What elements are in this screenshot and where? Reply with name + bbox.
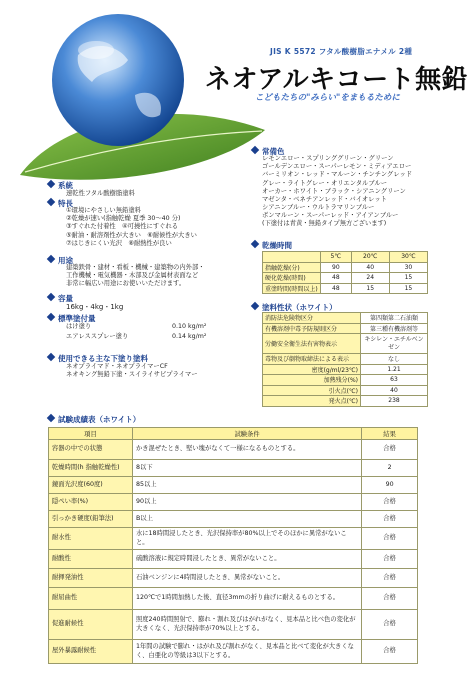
table-cell: 硬化乾燥(時間) [263,273,321,284]
table-row [49,440,418,460]
drying-table [262,251,428,294]
table-cell: 90 [362,477,418,494]
capacity-text: 16kg・4kg・1kg [66,303,124,311]
table-cell: 40 [351,262,389,273]
table-cell: 合格 [362,440,418,460]
table-cell: 促進耐候性 [49,610,133,640]
table-cell: 120℃で1時間加熱した後、直径3mmの折り曲げに耐えるものとする。 [132,588,361,610]
product-subtitle: こどもたちの"みらい"をまもるために [255,93,400,103]
amount-row-spray: エアレススプレー塗り [66,333,129,340]
table-cell: 合格 [362,588,418,610]
table-cell: 1年間の試験で膨れ・はがれ及び割れがなく、見本品と比べて変化が大きくなく、白亜化の等級は3以下とする。 [132,640,361,664]
table-cell: 照度240時間照射で、膨れ・割れ及びはがれがなく、見本品と比べ色の変化が大きくなく、光沢保持率が70%以上とする。 [132,610,361,640]
table-cell: 指触乾燥(分) [263,262,321,273]
table-cell: 合格 [362,640,418,664]
section-features: 特長 [48,198,73,209]
table-cell: 合格 [362,569,418,588]
section-amount: 標準塗付量 [48,313,96,324]
table-cell: 屋外暴露耐候性 [49,640,133,664]
table-cell: キシレン・エチルベンゼン [361,334,428,354]
use-text: 建築鉄骨・建材・看板・機械・建築物の内外部・ 工作機械・電気機器・木部及び金属材表面など 非常に幅広い用途にお使いいただけます。 [66,264,205,288]
section-use: 用途 [48,255,73,266]
table-cell: 引火点(℃) [263,385,361,396]
table-row [263,364,428,375]
table-row [49,550,418,569]
table-cell: 合格 [362,550,418,569]
table-row [49,460,418,477]
primer-text: ネオプライマド・ネオプライマーCF ネオキング無鉛下塗・スイライサビプライマー [66,363,198,379]
table-header-row [49,428,418,440]
features-text: ①環境にやさしい無鉛塗料 ②乾燥が速い(指触乾燥 夏季 30～40 分) ③すぐれた付着性 ④可撓性にすぐれる ⑤耐油・耐溶剤性が大きい ⑥耐候性が大きい ⑦はじきにくい光沢 ⑧耐熱性が良い [66,207,197,247]
table-row [263,375,428,386]
kind-text: 速乾性フタル酸樹脂塗料 [66,190,135,197]
table-cell: 90 [321,262,352,273]
table-cell: 48 [321,273,352,284]
table-row [263,354,428,365]
diamond-icon [251,146,259,154]
table-cell: 8以下 [132,460,361,477]
table-cell: 90以上 [132,494,361,511]
amount-row-brush: はけ塗り [66,323,92,330]
table-row [49,494,418,511]
table-row [263,396,428,407]
table-cell: 労働安全衛生法有害物表示 [263,334,361,354]
jis-standard: JIS K 5572 フタル酸樹脂エナメル 2種 [270,47,413,56]
table-row [263,262,428,273]
table-cell: 隠ぺい率(%) [49,494,133,511]
table-cell: 15 [389,283,427,294]
table-cell: 有機溶剤中毒予防規則区分 [263,323,361,334]
table-cell: 硫酸溶液に規定時間浸したとき、異常がないこと。 [132,550,361,569]
section-drying: 乾燥時間 [252,240,292,251]
table-cell: 1.21 [361,364,428,375]
table-cell: 48 [321,283,352,294]
table-cell: 耐酸性 [49,550,133,569]
table-cell: 30 [389,262,427,273]
diamond-icon [251,240,259,248]
diamond-icon [47,313,55,321]
table-cell: 238 [361,396,428,407]
table-header: 5℃ [321,252,352,263]
table-cell: 耐屈曲性 [49,588,133,610]
amount-value-brush: 0.10 kg/m² [172,323,207,330]
table-cell: 合格 [362,528,418,550]
table-cell: B以上 [132,511,361,528]
table-row [49,511,418,528]
table-cell: 発火点(℃) [263,396,361,407]
colors-text: レモンエロー・スプリンググリーン・グリーン ゴールデンエロー・スーパーレモン・ミディアエロー バーミリオン・レッド・マルーン・チンチングレッド グレー・ライトグレー・オリエンタルブルー オーカー・ホワイト・ブラック・シアニングリーン マゼンタ・ベネチアンレッド・バイオレット シアニンブルー・ウルトラマリンブルー ボンマルーン・スーパーレッド・アイアンブルー (下塗付は青黄・無鉛タイプ無方ございます) [262,155,413,228]
table-row [49,528,418,550]
table-cell: 40 [361,385,428,396]
table-cell: 耐水性 [49,528,133,550]
table-cell: 石油ベンジンに4時間浸したとき、異常がないこと。 [132,569,361,588]
section-kind: 系統 [48,180,73,191]
diamond-icon [47,353,55,361]
table-cell: 密度(g/ml/23℃) [263,364,361,375]
table-cell: 鏡面光沢度(60度) [49,477,133,494]
table-row [49,569,418,588]
table-cell: 水に18時間浸したとき、光沢保持率が80%以上でそのほかに異常がないこと。 [132,528,361,550]
diamond-icon [47,414,55,422]
table-cell: 合格 [362,610,418,640]
diamond-icon [251,302,259,310]
section-primer: 使用できる主な下塗り塗料 [48,353,148,364]
table-cell: 15 [351,283,389,294]
table-row [49,477,418,494]
table-cell: 合格 [362,511,418,528]
table-header: 項目 [49,428,133,440]
table-cell: 15 [389,273,427,284]
table-cell: かき混ぜたとき、堅い塊がなくて一様になるものとする。 [132,440,361,460]
table-header: 試験条件 [132,428,361,440]
properties-table [262,312,428,407]
table-cell: 合格 [362,494,418,511]
table-header: 30℃ [389,252,427,263]
amount-value-spray: 0.14 kg/m² [172,333,207,340]
table-cell: 2 [362,460,418,477]
table-cell: 第三種有機溶剤等 [361,323,428,334]
table-row [263,313,428,324]
results-table [48,427,418,664]
table-cell: 24 [351,273,389,284]
section-properties: 塗料性状（ホワイト） [252,302,337,313]
table-row [263,273,428,284]
section-capacity: 容量 [48,293,73,304]
table-row [263,323,428,334]
product-title: ネオアルキコート無鉛 [205,65,469,95]
table-cell: 消防法危険物区分 [263,313,361,324]
table-row [49,610,418,640]
table-header: 結果 [362,428,418,440]
diamond-icon [47,198,55,206]
table-header-row [263,252,428,263]
section-results: 試験成績表（ホワイト） [48,414,140,425]
table-cell: 第四類第二石油類 [361,313,428,324]
table-cell: 85以上 [132,477,361,494]
table-row [263,283,428,294]
table-cell: 重塗時間(時間以上) [263,283,321,294]
table-row [49,588,418,610]
table-cell: 63 [361,375,428,386]
section-colors: 常備色 [252,146,285,157]
table-row [263,385,428,396]
table-cell: 加熱残分(%) [263,375,361,386]
table-header [263,252,321,263]
table-header: 20℃ [351,252,389,263]
diamond-icon [47,180,55,188]
table-cell: なし [361,354,428,365]
table-row [263,334,428,354]
table-row [49,640,418,664]
diamond-icon [47,255,55,263]
table-cell: 毒物及び劇物取締法による表示 [263,354,361,365]
diamond-icon [47,293,55,301]
table-cell: 耐揮発油性 [49,569,133,588]
table-cell: 乾燥時間(h 指触乾燥性) [49,460,133,477]
table-cell: 引っかき硬度(鉛筆法) [49,511,133,528]
table-cell: 容器の中での状態 [49,440,133,460]
